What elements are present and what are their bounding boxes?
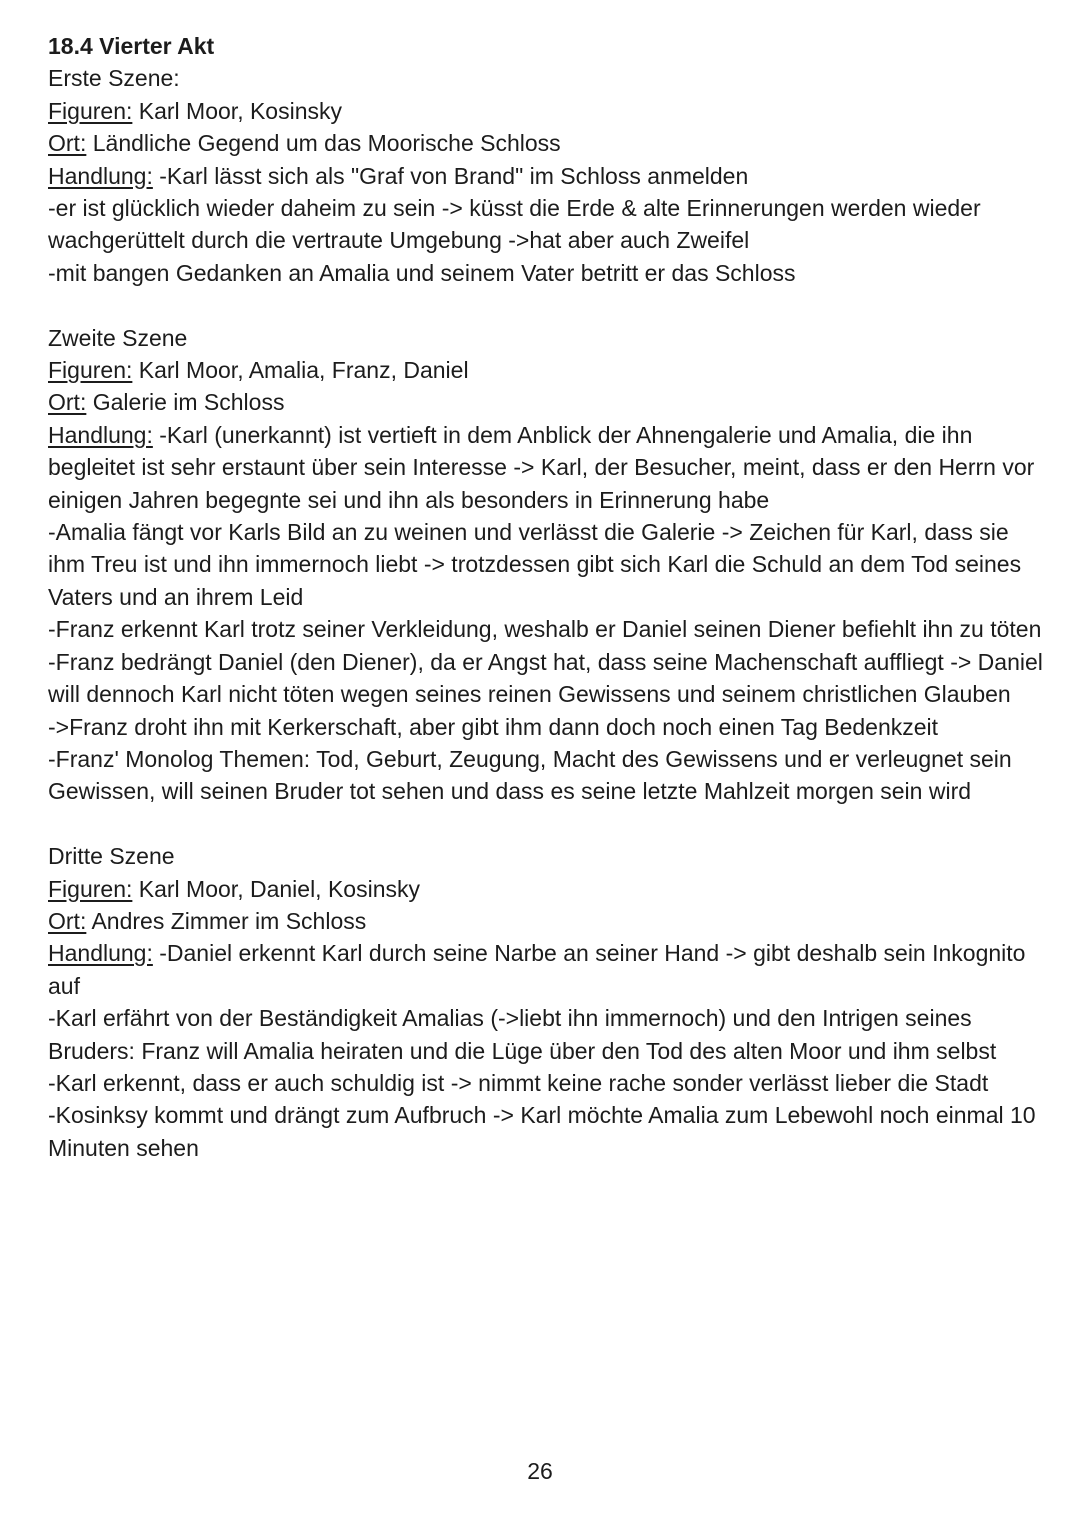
plot-point: -Amalia fängt vor Karls Bild an zu weinen und verlässt die Galerie -> Zeichen für Karl, dass sie ihm Treu ist und ihn immernoch liebt -> trotzdessen gibt sich Karl die Schuld an dem Tod seines Vaters und an ihrem Leid (48, 519, 1022, 610)
ort-line (48, 127, 1043, 159)
scene-2 (48, 322, 1043, 808)
ort-value: Ländliche Gegend um das Moorische Schloss (86, 130, 561, 157)
ort-label: Ort: (48, 389, 87, 416)
handlung-label: Handlung: (48, 421, 153, 448)
figuren-label: Figuren: (48, 357, 133, 384)
plot-point: ->Franz droht ihn mit Kerkerschaft, aber gibt ihm dann doch noch einen Tag Bedenkzeit (48, 713, 939, 740)
handlung-text: -Karl (unerkannt) ist vertieft in dem Anblick der Ahnengalerie und Amalia, die ihn begleitet ist sehr erstaunt über sein Interesse -> Karl, der Besucher, meint, dass er den Herrn vor einigen Jahren begegnte sei und ihn als besonders in Erinnerung habe (48, 421, 1035, 513)
handlung-line (48, 937, 1043, 1002)
ort-value: Galerie im Schloss (86, 389, 285, 416)
document-page (48, 30, 1043, 1164)
figuren-value: Karl Moor, Daniel, Kosinsky (132, 875, 420, 902)
scene-1 (48, 62, 1043, 289)
handlung-label: Handlung: (48, 940, 153, 967)
handlung-line (48, 419, 1043, 516)
figuren-line (48, 95, 1043, 127)
figuren-value: Karl Moor, Kosinsky (132, 97, 343, 124)
plot-point: -Kosinksy kommt und drängt zum Aufbruch -> Karl möchte Amalia zum Lebewohl noch einmal 10 Minuten sehen (48, 1102, 1036, 1161)
ort-label: Ort: (48, 907, 87, 934)
figuren-label: Figuren: (48, 97, 133, 124)
figuren-value: Karl Moor, Amalia, Franz, Daniel (132, 357, 469, 384)
plot-point: -Franz bedrängt Daniel (den Diener), da er Angst hat, dass seine Machenschaft auffliegt -> Daniel will dennoch Karl nicht töten wegen seines reinen Gewissens und seinem christlichen Glauben (48, 648, 1043, 708)
handlung-line (48, 160, 1043, 192)
figuren-line (48, 873, 1043, 905)
scene-3 (48, 840, 1043, 1164)
plot-point: -Franz erkennt Karl trotz seiner Verkleidung, weshalb er Daniel seinen Diener befiehlt ihn zu töten (48, 616, 1042, 643)
scene-title: Dritte Szene (48, 843, 175, 870)
scene-title: Erste Szene: (48, 65, 180, 92)
section-heading: 18.4 Vierter Akt (48, 33, 215, 59)
handlung-text: -Daniel erkennt Karl durch seine Narbe an seiner Hand -> gibt deshalb sein Inkognito auf (48, 940, 1026, 999)
plot-point: -Karl erfährt von der Beständigkeit Amalias (->liebt ihn immernoch) und den Intrigen seines Bruders: Franz will Amalia heiraten und die Lüge über den Tod des alten Moor und ihm selbst (48, 1005, 997, 1064)
figuren-line (48, 354, 1043, 386)
ort-value: Andres Zimmer im Schloss (86, 907, 367, 934)
scene-title: Zweite Szene (48, 324, 188, 351)
ort-line (48, 386, 1043, 418)
handlung-label: Handlung: (48, 162, 153, 189)
page-number: 26 (527, 1458, 553, 1484)
plot-point: -er ist glücklich wieder daheim zu sein -> küsst die Erde & alte Erinnerungen werden wieder wachgerüttelt durch die vertraute Umgebung ->hat aber auch Zweifel (48, 195, 981, 254)
handlung-text: -Karl lässt sich als "Graf von Brand" im Schloss anmelden (152, 162, 749, 189)
ort-line (48, 905, 1043, 937)
ort-label: Ort: (48, 130, 87, 157)
plot-point: -mit bangen Gedanken an Amalia und seinem Vater betritt er das Schloss (48, 259, 796, 286)
figuren-label: Figuren: (48, 875, 133, 902)
plot-point: -Franz' Monolog Themen: Tod, Geburt, Zeugung, Macht des Gewissens und er verleugnet sein Gewissen, will seinen Bruder tot sehen und dass es seine letzte Mahlzeit morgen sein wird (48, 745, 1012, 805)
plot-point: -Karl erkennt, dass er auch schuldig ist -> nimmt keine rache sonder verlässt lieber die Stadt (48, 1069, 989, 1096)
